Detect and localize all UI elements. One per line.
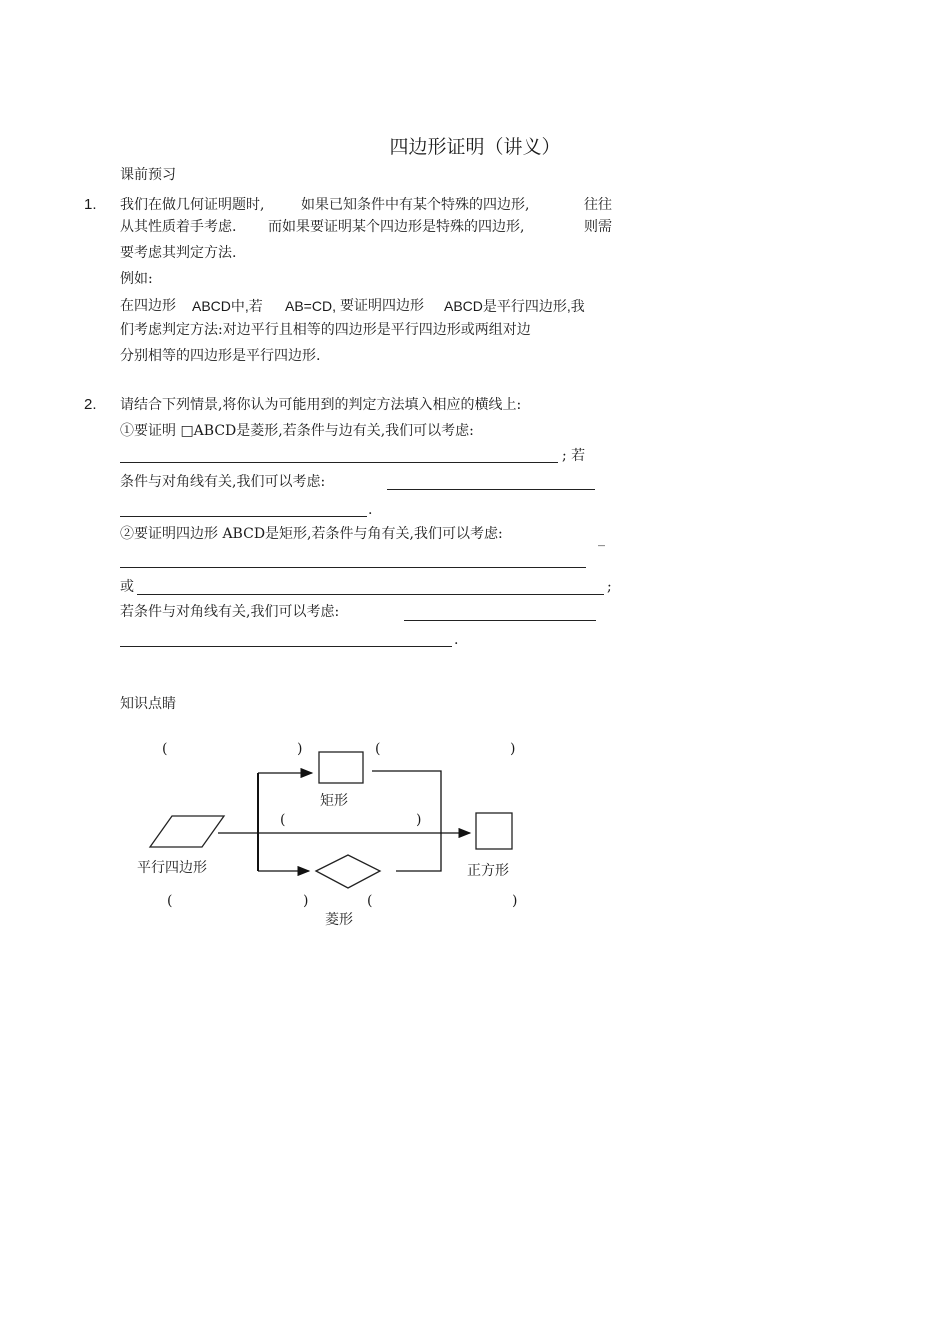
- q2-semicolon: ;: [607, 579, 612, 595]
- q1-example-1c: AB=CD,: [285, 298, 336, 314]
- q1-line1-a: 我们在做几何证明题时,: [120, 197, 265, 213]
- paren-open-4: (: [167, 893, 173, 909]
- q1-example-1b: ABCD中,若: [192, 298, 263, 314]
- rectangle-square-connector: [372, 771, 441, 833]
- q2-scenario-1-end: ; 若: [562, 448, 586, 464]
- q2-dot-1: .: [368, 502, 373, 518]
- q1-example-1d: 要证明四边形: [340, 298, 424, 314]
- paren-close-3: ): [416, 812, 422, 828]
- paren-close-1: ): [297, 741, 303, 757]
- q2-scenario-3: 若条件与对角线有关,我们可以考虑:: [120, 604, 340, 620]
- q1-example-2: 们考虑判定方法:对边平行且相等的四边形是平行四边形或两组对边: [120, 322, 531, 338]
- square-shape: [476, 813, 512, 849]
- paren-close-5: ): [512, 893, 518, 909]
- rectangle-shape: [319, 752, 363, 783]
- q2-scenario-2: ②要证明四边形 ABCD是矩形,若条件与角有关,我们可以考虑:: [120, 526, 503, 542]
- q1-line3: 要考虑其判定方法.: [120, 245, 237, 261]
- q2-scenario-1b: 条件与对角线有关,我们可以考虑:: [120, 474, 326, 490]
- question-2-number: 2.: [84, 396, 97, 413]
- q1-example-3: 分别相等的四边形是平行四边形.: [120, 348, 321, 364]
- q1-line1-c: 往往: [584, 197, 612, 213]
- rectangle-label: 矩形: [320, 793, 348, 809]
- parallelogram-shape: [150, 816, 224, 847]
- page-title: 四边形证明（讲义）: [389, 136, 561, 158]
- q1-example-1a: 在四边形: [120, 298, 176, 314]
- rhombus-shape: [316, 855, 380, 888]
- paren-open-1: (: [162, 741, 168, 757]
- parallelogram-label: 平行四边形: [137, 860, 207, 876]
- paren-open-5: (: [367, 893, 373, 909]
- question-1-number: 1.: [84, 196, 97, 213]
- rhombus-label: 菱形: [325, 912, 353, 928]
- section-preview: 课前预习: [120, 167, 176, 183]
- q2-or: 或: [120, 579, 134, 595]
- q1-line2-b: 而如果要证明某个四边形是特殊的四边形,: [268, 219, 525, 235]
- paren-close-2: ): [510, 741, 516, 757]
- paren-open-3: (: [280, 812, 286, 828]
- section-knowledge: 知识点睛: [120, 696, 176, 712]
- q1-example-1e: ABCD是平行四边形,我: [444, 298, 585, 314]
- square-label: 正方形: [467, 863, 509, 879]
- q1-line2-a: 从其性质着手考虑.: [120, 219, 237, 235]
- q1-example-label: 例如:: [120, 271, 153, 287]
- q1-line2-c: 则需: [584, 219, 612, 235]
- paren-open-2: (: [375, 741, 381, 757]
- q2-scenario-2-dash: _: [598, 531, 605, 547]
- rhombus-square-connector: [396, 833, 441, 871]
- paren-close-4: ): [303, 893, 309, 909]
- q2-scenario-1: ①要证明 □ABCD是菱形,若条件与边有关,我们可以考虑:: [120, 423, 474, 439]
- q2-dot-2: .: [454, 632, 459, 648]
- q2-intro: 请结合下列情景,将你认为可能用到的判定方法填入相应的横线上:: [120, 397, 522, 413]
- q1-line1-b: 如果已知条件中有某个特殊的四边形,: [301, 197, 530, 213]
